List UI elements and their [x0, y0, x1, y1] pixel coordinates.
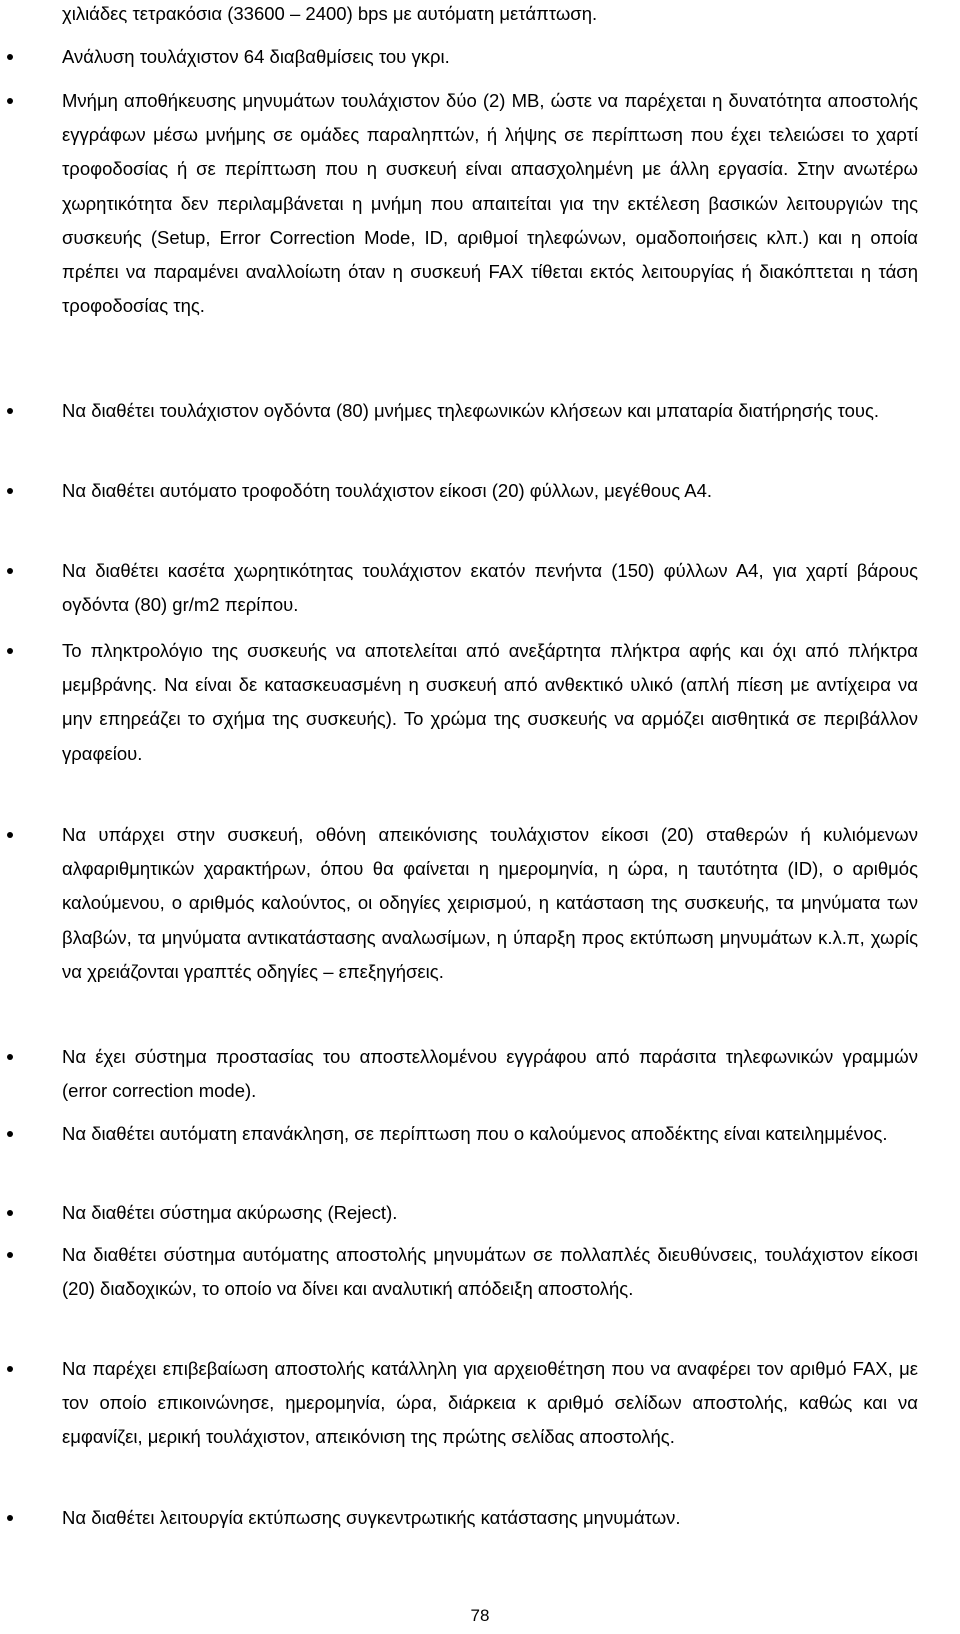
bullet-icon: [7, 54, 13, 60]
bullet-icon: [7, 1252, 13, 1258]
list-item-text: Να διαθέτει λειτουργία εκτύπωσης συγκεντρωτικής κατάστασης μηνυμάτων.: [62, 1507, 681, 1528]
page-number: 78: [470, 1606, 490, 1625]
list-item-text: Το πληκτρολόγιο της συσκευής να αποτελείται από ανεξάρτητα πλήκτρα αφής και όχι από πλήκτρα μεμβράνης. Να είναι δε κατασκευασμένη η συσκευή από ανθεκτικό υλικό (απλή πίεση με αντίχειρα να μην επηρεάζει το σχήμα της συσκευής). Το χρώμα της συσκευής να αρμόζει αισθητικά σε περιβάλλον γραφείου.: [62, 640, 918, 764]
list-item-text: Να διαθέτει σύστημα αυτόματης αποστολής μηνυμάτων σε πολλαπλές διευθύνσεις, τουλάχιστον είκοσι (20) διαδοχικών, το οποίο να δίνει και αναλυτική απόδειξη αποστολής.: [62, 1244, 918, 1300]
list-item-text: Μνήμη αποθήκευσης μηνυμάτων τουλάχιστον δύο (2) MB, ώστε να παρέχεται η δυνατότητα αποστολής εγγράφων μέσω μνήμης σε ομάδες παραληπτών, ή λήψης σε περίπτωση που έχει τελειώσει το χαρτί τροφοδοσίας ή σε περίπτωση που η συσκευή είναι απασχολημένη με άλλη εργασία. Στην ανωτέρω χωρητικότητα δεν περιλαμβάνεται η μνήμη που απαιτείται για την εκτέλεση βασικών λειτουργιών της συσκευής (Setup, Error Correction Mode, ID, αριθμοί τηλεφώνων, ομαδοποιήσεις κλπ.) και η οποία πρέπει να παραμένει αναλλοίωτη όταν η συσκευή FAX τίθεται εκτός λειτουργίας ή διακόπτεται η τάση τροφοδοσίας της.: [62, 90, 918, 317]
bullet-icon: [7, 568, 13, 574]
list-item-text: Να υπάρχει στην συσκευή, οθόνη απεικόνισης τουλάχιστον είκοσι (20) σταθερών ή κυλιόμενων αλφαριθμητικών χαρακτήρων, όπου θα φαίνεται η ημερομηνία, η ώρα, η ταυτότητα (ID), ο αριθμός καλούμενου, ο αριθμός καλούντος, οι οδηγίες χειρισμού, η κατάσταση της συσκευής, τα μηνύματα των βλαβών, τα μηνύματα αντικατάστασης αναλωσίμων, η ύπαρξη προς εκτύπωση μηνυμάτων κ.λ.π, χωρίς να χρειάζονται γραπτές οδηγίες – επεξηγήσεις.: [62, 824, 918, 982]
bullet-icon: [7, 98, 13, 104]
list-item-text: Να διαθέτει κασέτα χωρητικότητας τουλάχιστον εκατόν πενήντα (150) φύλλων Α4, για χαρτί βάρους ογδόντα (80) gr/m2 περίπου.: [62, 560, 918, 616]
list-item-text: Να έχει σύστημα προστασίας του αποστελλομένου εγγράφου από παράσιτα τηλεφωνικών γραμμών (error correction mode).: [62, 1046, 918, 1102]
bullet-icon: [7, 1054, 13, 1060]
list-item-text: Ανάλυση τουλάχιστον 64 διαβαθμίσεις του γκρι.: [62, 46, 450, 67]
bullet-icon: [7, 1210, 13, 1216]
list-item-text: Να διαθέτει σύστημα ακύρωσης (Reject).: [62, 1202, 398, 1223]
bullet-icon: [7, 488, 13, 494]
bullet-icon: [7, 1515, 13, 1521]
bullet-icon: [7, 1131, 13, 1137]
bullet-icon: [7, 408, 13, 414]
bullet-icon: [7, 648, 13, 654]
bullet-icon: [7, 1366, 13, 1372]
bullet-icon: [7, 832, 13, 838]
list-item-text: Να διαθέτει αυτόματη επανάκληση, σε περίπτωση που ο καλούμενος αποδέκτης είναι κατειλημμένος.: [62, 1123, 888, 1144]
list-item-text: Να διαθέτει αυτόματο τροφοδότη τουλάχιστον είκοσι (20) φύλλων, μεγέθους Α4.: [62, 480, 713, 501]
list-item-text: Να παρέχει επιβεβαίωση αποστολής κατάλληλη για αρχειοθέτηση που να αναφέρει τον αριθμό FAX, με τον οποίο επικοινώνησε, ημερομηνία, ώρα, διάρκεια κ αριθμό σελίδων αποστολής, καθώς και να εμφανίζει, μερική τουλάχιστον, απεικόνιση της πρώτης σελίδας αποστολής.: [62, 1358, 918, 1448]
continuation-line: χιλιάδες τετρακόσια (33600 – 2400) bps με αυτόματη μετάπτωση.: [62, 3, 598, 24]
list-item-text: Να διαθέτει τουλάχιστον ογδόντα (80) μνήμες τηλεφωνικών κλήσεων και μπαταρία διατήρησής τους.: [62, 400, 880, 421]
